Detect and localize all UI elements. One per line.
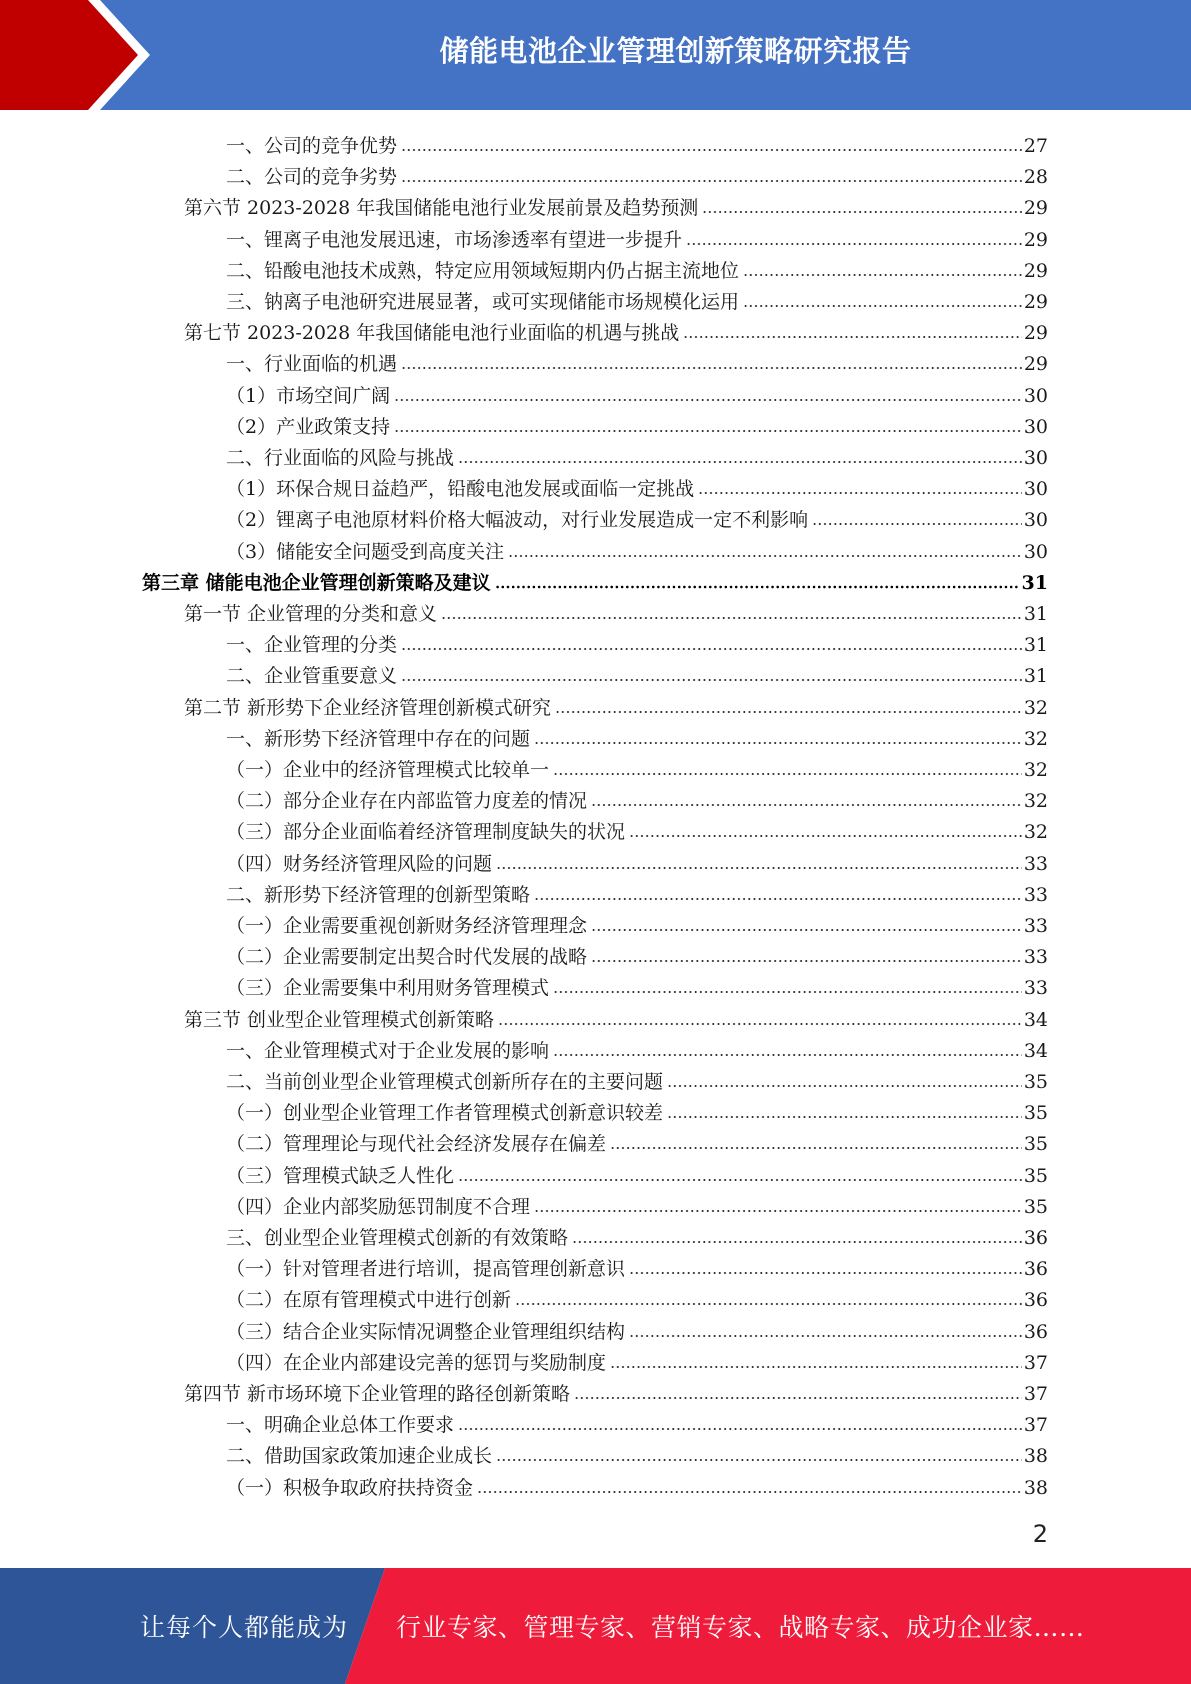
- toc-dot-leader: [553, 989, 1022, 995]
- toc-dot-leader: [477, 1489, 1022, 1495]
- toc-entry-title: （二）企业需要制定出契合时代发展的战略: [226, 946, 588, 969]
- toc-entry-title: （一）创业型企业管理工作者管理模式创新意识较差: [226, 1102, 664, 1125]
- toc-entry-page: 37: [1023, 1351, 1048, 1374]
- toc-dot-leader: [553, 771, 1022, 777]
- toc-entry-page: 29: [1023, 353, 1048, 376]
- toc-entry[interactable]: [226, 720, 1048, 751]
- toc-entry[interactable]: [226, 1406, 1048, 1437]
- toc-entry[interactable]: [226, 345, 1048, 376]
- toc-entry-title: 一、行业面临的机遇: [226, 353, 398, 376]
- toc-entry-title: 第四节 新市场环境下企业管理的路径创新策略: [184, 1383, 571, 1405]
- toc-entry-page: 30: [1023, 447, 1048, 469]
- toc-entry-page: 29: [1023, 197, 1048, 220]
- toc-entry[interactable]: [226, 533, 1048, 564]
- toc-dot-leader: [515, 1301, 1022, 1307]
- toc-entry[interactable]: [184, 689, 1048, 720]
- toc-entry[interactable]: [226, 1469, 1048, 1500]
- toc-entry-title: （三）管理模式缺乏人性化: [226, 1164, 455, 1187]
- toc-dot-leader: [401, 365, 1022, 371]
- toc-entry-title: （1）市场空间广阔: [226, 384, 391, 407]
- toc-dot-leader: [495, 584, 1020, 590]
- footer-slogan-left: 让每个人都能成为: [140, 1613, 349, 1642]
- toc-dot-leader: [667, 1083, 1022, 1089]
- toc-entry-page: 34: [1023, 1008, 1048, 1031]
- toc-entry-title: 三、创业型企业管理模式创新的有效策略: [226, 1227, 569, 1249]
- toc-entry-title: 一、明确企业总体工作要求: [226, 1414, 455, 1437]
- toc-entry[interactable]: [226, 221, 1048, 252]
- toc-entry-title: 三、钠离子电池研究进展显著，或可实现储能市场规模化运用: [226, 291, 740, 313]
- toc-entry-page: 32: [1023, 790, 1048, 813]
- toc-dot-leader: [667, 1114, 1022, 1120]
- toc-entry-page: 38: [1023, 1445, 1048, 1468]
- toc-entry[interactable]: [226, 1219, 1048, 1250]
- toc-dot-leader: [702, 209, 1022, 215]
- toc-entry-page: 35: [1023, 1071, 1048, 1093]
- toc-entry-page: 35: [1023, 1164, 1048, 1187]
- toc-entry-page: 30: [1023, 540, 1048, 563]
- toc-dot-leader: [743, 272, 1022, 278]
- toc-entry[interactable]: [226, 1063, 1048, 1094]
- toc-dot-leader: [555, 709, 1022, 715]
- toc-dot-leader: [401, 178, 1022, 184]
- toc-dot-leader: [610, 1364, 1022, 1370]
- toc-entry-title: （2）产业政策支持: [226, 415, 391, 438]
- toc-entry-title: 二、公司的竞争劣势: [226, 166, 398, 189]
- toc-entry[interactable]: [226, 876, 1048, 907]
- toc-entry[interactable]: [226, 1281, 1048, 1312]
- toc-entry[interactable]: [226, 751, 1048, 782]
- toc-dot-leader: [401, 646, 1022, 652]
- toc-dot-leader: [498, 1021, 1022, 1027]
- toc-entry-page: 32: [1023, 727, 1048, 750]
- toc-entry[interactable]: [226, 626, 1048, 657]
- toc-dot-leader: [572, 1239, 1022, 1245]
- toc-entry-page: 29: [1023, 322, 1048, 345]
- toc-entry-title: （三）部分企业面临着经济管理制度缺失的状况: [226, 821, 626, 844]
- toc-entry[interactable]: [184, 314, 1048, 345]
- toc-dot-leader: [591, 927, 1022, 933]
- toc-entry-title: 第三节 创业型企业管理模式创新策略: [184, 1008, 495, 1031]
- toc-entry-page: 36: [1023, 1227, 1048, 1249]
- toc-entry[interactable]: [226, 1250, 1048, 1281]
- toc-entry-page: 30: [1023, 415, 1048, 438]
- toc-dot-leader: [553, 1052, 1022, 1058]
- toc-entry-page: 33: [1023, 915, 1048, 937]
- toc-entry-page: 29: [1023, 291, 1048, 313]
- page-footer: [0, 1568, 1191, 1684]
- toc-entry-title: 一、企业管理的分类: [226, 634, 398, 657]
- report-title: 储能电池企业管理创新策略研究报告: [439, 33, 912, 68]
- toc-dot-leader: [629, 833, 1022, 839]
- toc-entry-title: （三）结合企业实际情况调整企业管理组织结构: [226, 1320, 626, 1343]
- toc-dot-leader: [508, 553, 1022, 559]
- toc-entry-title: （1）环保合规日益趋严，铅酸电池发展或面临一定挑战: [226, 478, 695, 501]
- toc-entry-title: 第一节 企业管理的分类和意义: [184, 603, 438, 625]
- toc-entry[interactable]: [226, 657, 1048, 688]
- toc-entry[interactable]: [226, 938, 1048, 969]
- toc-entry-title: 二、企业管重要意义: [226, 665, 398, 688]
- toc-entry[interactable]: [226, 782, 1048, 813]
- toc-dot-leader: [458, 1426, 1022, 1432]
- toc-entry-page: 32: [1023, 696, 1048, 719]
- toc-entry-title: 二、铅酸电池技术成熟，特定应用领域短期内仍占据主流地位: [226, 259, 740, 282]
- toc-entry[interactable]: [142, 564, 1048, 595]
- toc-entry-page: 35: [1023, 1133, 1048, 1156]
- toc-entry-page: 33: [1023, 883, 1048, 906]
- toc-entry-title: 第二节 新形势下企业经济管理创新模式研究: [184, 696, 552, 719]
- toc-entry-title: 一、企业管理模式对于企业发展的影响: [226, 1039, 550, 1062]
- toc-entry-title: （三）企业需要集中利用财务管理模式: [226, 977, 550, 1000]
- toc-entry-page: 32: [1023, 821, 1048, 844]
- toc-entry-page: 31: [1023, 665, 1048, 688]
- toc-entry-title: 二、行业面临的风险与挑战: [226, 447, 455, 469]
- toc-entry[interactable]: [226, 813, 1048, 844]
- toc-dot-leader: [401, 147, 1022, 153]
- toc-dot-leader: [591, 802, 1022, 808]
- toc-entry-page: 33: [1023, 852, 1048, 875]
- toc-entry-title: 一、新形势下经济管理中存在的问题: [226, 727, 531, 750]
- toc-entry-page: 36: [1023, 1289, 1048, 1312]
- toc-dot-leader: [394, 397, 1022, 403]
- toc-entry[interactable]: [226, 158, 1048, 189]
- toc-entry-page: 35: [1023, 1195, 1048, 1218]
- toc-entry-title: （四）在企业内部建设完善的惩罚与奖励制度: [226, 1351, 607, 1374]
- toc-entry-title: （一）针对管理者进行培训，提高管理创新意识: [226, 1258, 626, 1281]
- toc-entry-page: 31: [1023, 603, 1048, 625]
- toc-dot-leader: [458, 1177, 1022, 1183]
- toc-entry-page: 38: [1023, 1476, 1048, 1499]
- toc-entry[interactable]: [184, 1375, 1048, 1406]
- toc-entry[interactable]: [226, 377, 1048, 408]
- toc-entry-title: （二）在原有管理模式中进行创新: [226, 1289, 512, 1312]
- toc-entry[interactable]: [184, 189, 1048, 220]
- toc-entry-title: （一）企业中的经济管理模式比较单一: [226, 759, 550, 781]
- toc-entry[interactable]: [226, 1188, 1048, 1219]
- toc-entry-title: 第七节 2023-2028 年我国储能电池行业面临的机遇与挑战: [184, 322, 680, 345]
- toc-dot-leader: [686, 241, 1022, 247]
- toc-dot-leader: [574, 1395, 1022, 1401]
- toc-entry[interactable]: [226, 439, 1048, 470]
- toc-entry[interactable]: [226, 1437, 1048, 1468]
- toc-dot-leader: [534, 896, 1022, 902]
- toc-entry[interactable]: [184, 595, 1048, 626]
- toc-entry[interactable]: [226, 1157, 1048, 1188]
- toc-dot-leader: [591, 958, 1022, 964]
- toc-entry[interactable]: [226, 1094, 1048, 1125]
- toc-entry[interactable]: [226, 845, 1048, 876]
- toc-entry-title: 二、新形势下经济管理的创新型策略: [226, 883, 531, 906]
- toc-entry-page: 28: [1023, 166, 1048, 189]
- toc-dot-leader: [496, 865, 1022, 871]
- toc-entry-page: 36: [1023, 1258, 1048, 1281]
- toc-entry[interactable]: [226, 470, 1048, 501]
- toc-dot-leader: [629, 1270, 1022, 1276]
- toc-entry-title: （2）锂离子电池原材料价格大幅波动，对行业发展造成一定不利影响: [226, 509, 809, 532]
- toc-entry[interactable]: [226, 969, 1048, 1000]
- toc-entry-page: 32: [1023, 759, 1048, 781]
- toc-entry-page: 31: [1021, 571, 1048, 594]
- toc-dot-leader: [394, 428, 1022, 434]
- toc-entry-title: 二、借助国家政策加速企业成长: [226, 1445, 493, 1468]
- toc-entry[interactable]: [226, 1125, 1048, 1156]
- toc-entry-page: 37: [1023, 1383, 1048, 1405]
- toc-entry[interactable]: [184, 1001, 1048, 1032]
- toc-entry-title: 一、锂离子电池发展迅速，市场渗透率有望进一步提升: [226, 228, 683, 251]
- toc-entry[interactable]: [226, 907, 1048, 938]
- page-header: [0, 0, 1191, 110]
- toc-dot-leader: [812, 521, 1022, 527]
- toc-entry-title: 第六节 2023-2028 年我国储能电池行业发展前景及趋势预测: [184, 197, 699, 220]
- toc-entry-page: 33: [1023, 946, 1048, 969]
- footer-slogan-right: 行业专家、管理专家、营销专家、战略专家、成功企业家……: [396, 1613, 1085, 1642]
- toc-entry-page: 36: [1023, 1320, 1048, 1343]
- toc-dot-leader: [698, 490, 1022, 496]
- toc-entry-page: 29: [1023, 259, 1048, 282]
- toc-dot-leader: [534, 740, 1022, 746]
- toc-entry-title: 第三章 储能电池企业管理创新策略及建议: [142, 571, 491, 594]
- toc-entry-title: 二、当前创业型企业管理模式创新所存在的主要问题: [226, 1071, 664, 1093]
- toc-entry-title: 一、公司的竞争优势: [226, 135, 398, 157]
- toc-entry[interactable]: [226, 1344, 1048, 1375]
- page-number: 2: [1032, 1520, 1048, 1548]
- toc-entry-title: （四）财务经济管理风险的问题: [226, 852, 493, 875]
- toc-entry-page: 35: [1023, 1102, 1048, 1125]
- toc-dot-leader: [683, 334, 1022, 340]
- toc-entry[interactable]: [226, 283, 1048, 314]
- toc-dot-leader: [534, 1208, 1022, 1214]
- toc-dot-leader: [743, 303, 1022, 309]
- toc-entry-title: （一）企业需要重视创新财务经济管理理念: [226, 915, 588, 937]
- toc-dot-leader: [401, 677, 1022, 683]
- toc-entry[interactable]: [226, 1313, 1048, 1344]
- toc-entry-title: （四）企业内部奖励惩罚制度不合理: [226, 1195, 531, 1218]
- toc-entry-page: 31: [1023, 634, 1048, 657]
- toc-entry-page: 27: [1023, 135, 1048, 157]
- toc-dot-leader: [496, 1457, 1022, 1463]
- toc-dot-leader: [458, 459, 1022, 465]
- toc-entry-title: （二）管理理论与现代社会经济发展存在偏差: [226, 1133, 607, 1156]
- toc-entry[interactable]: [226, 408, 1048, 439]
- toc-entry-page: 34: [1023, 1039, 1048, 1062]
- toc-entry[interactable]: [226, 1032, 1048, 1063]
- toc-entry-title: （3）储能安全问题受到高度关注: [226, 540, 505, 563]
- toc-entry-page: 37: [1023, 1414, 1048, 1437]
- toc-entry-page: 30: [1023, 509, 1048, 532]
- toc-entry[interactable]: [226, 501, 1048, 532]
- toc-dot-leader: [610, 1145, 1022, 1151]
- toc-entry-page: 29: [1023, 228, 1048, 251]
- toc-entry-title: （二）部分企业存在内部监管力度差的情况: [226, 790, 588, 813]
- toc-entry-page: 30: [1023, 478, 1048, 501]
- toc-dot-leader: [629, 1333, 1022, 1339]
- toc-entry-page: 30: [1023, 384, 1048, 407]
- toc-entry-title: （一）积极争取政府扶持资金: [226, 1476, 474, 1499]
- toc-entry[interactable]: [226, 127, 1048, 158]
- toc-dot-leader: [441, 615, 1022, 621]
- toc-entry-page: 33: [1023, 977, 1048, 1000]
- toc-entry[interactable]: [226, 252, 1048, 283]
